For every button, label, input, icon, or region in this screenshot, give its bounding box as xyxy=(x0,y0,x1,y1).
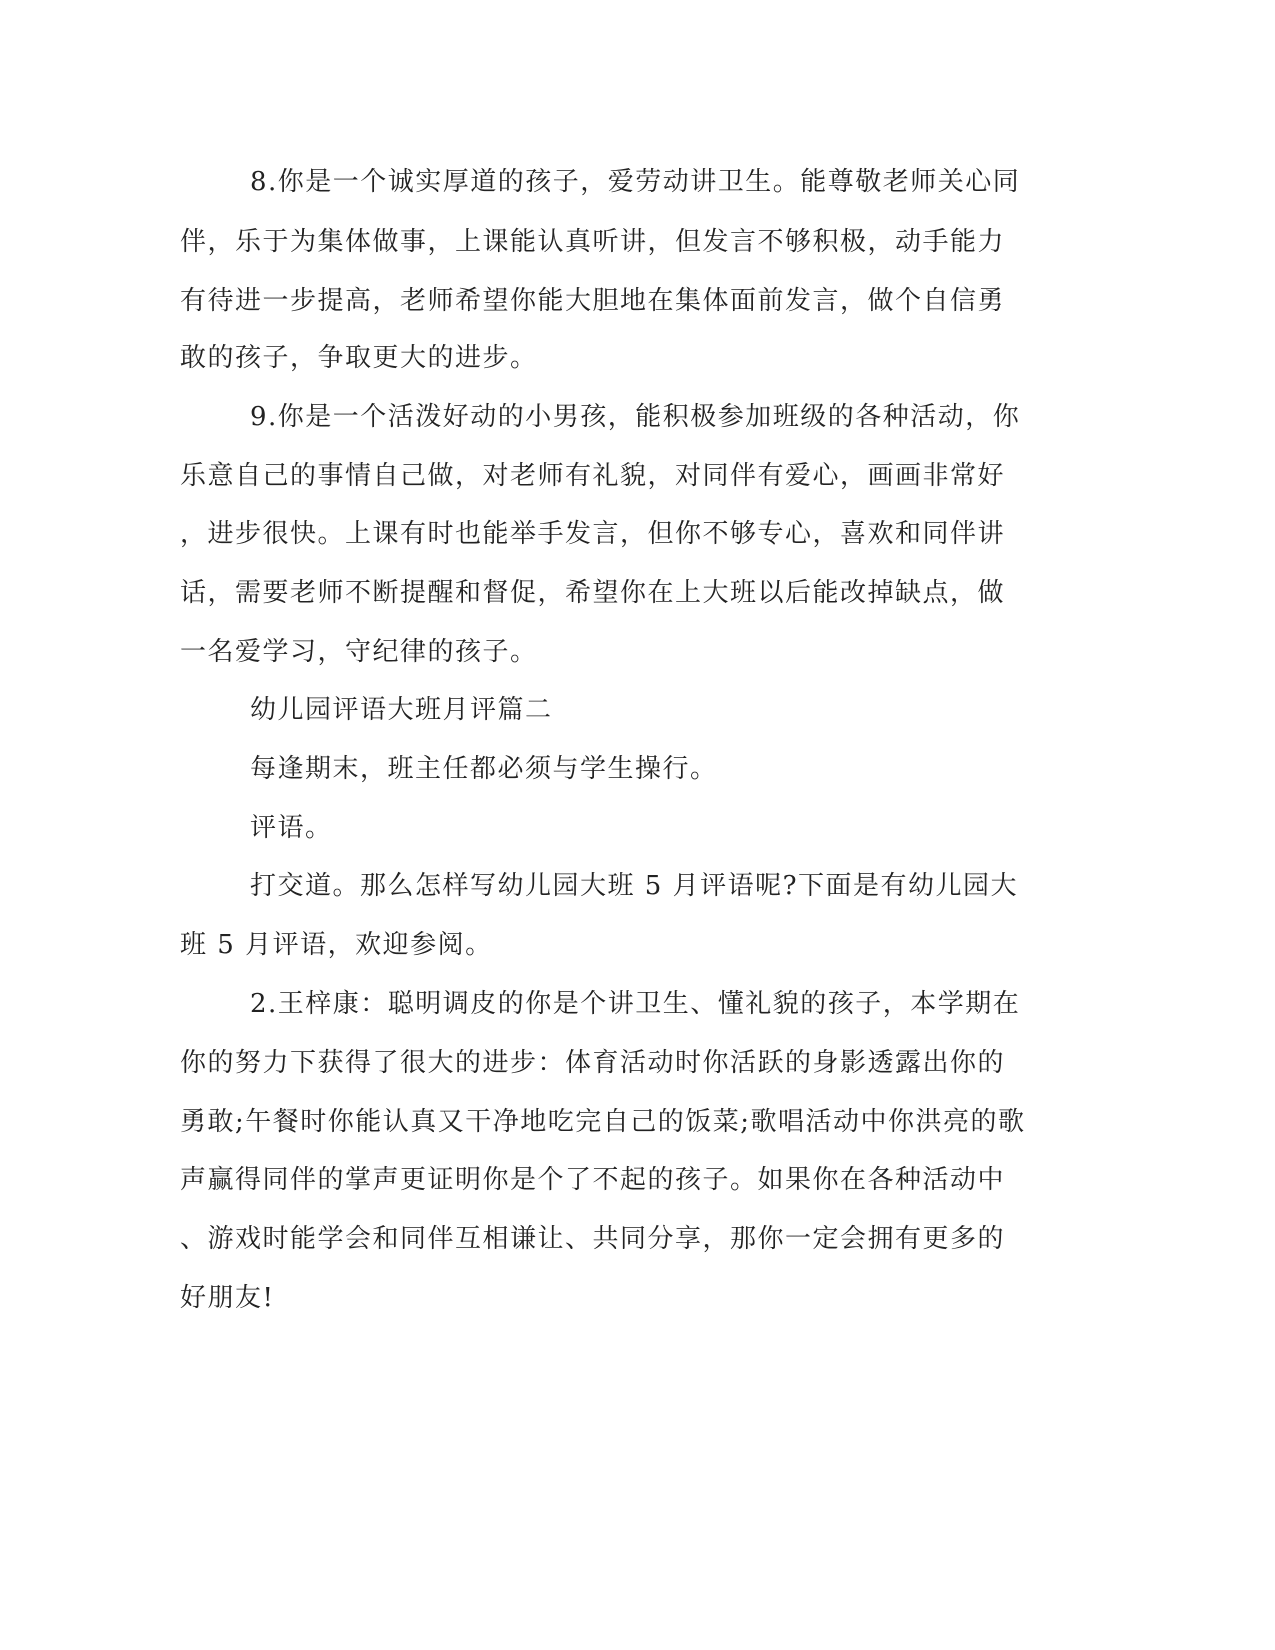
text-line: ，进步很快。上课有时也能举手发言，但你不够专心，喜欢和同伴讲 xyxy=(180,519,1006,549)
text-line: 话，需要老师不断提醒和督促，希望你在上大班以后能改掉缺点，做 xyxy=(180,578,1006,608)
text-line: 好朋友! xyxy=(180,1283,275,1313)
text-line: 打交道。那么怎样写幼儿园大班 5 月评语呢?下面是有幼儿园大 xyxy=(250,871,1019,901)
text-line: 班 5 月评语，欢迎参阅。 xyxy=(180,930,493,960)
text-line: 伴，乐于为集体做事，上课能认真听讲，但发言不够积极，动手能力 xyxy=(180,227,1006,257)
text-line: 评语。 xyxy=(250,813,333,843)
text-line: 2.王梓康：聪明调皮的你是个讲卫生、懂礼貌的孩子，本学期在 xyxy=(250,989,1021,1019)
text-line: 有待进一步提高，老师希望你能大胆地在集体面前发言，做个自信勇 xyxy=(180,286,1006,316)
text-line: 勇敢;午餐时你能认真又干净地吃完自己的饭菜;歌唱活动中你洪亮的歌 xyxy=(180,1107,1026,1137)
text-line: 你的努力下获得了很大的进步：体育活动时你活跃的身影透露出你的 xyxy=(180,1048,1006,1078)
text-line: 每逢期末，班主任都必须与学生操行。 xyxy=(250,754,718,784)
text-line: 8.你是一个诚实厚道的孩子，爱劳动讲卫生。能尊敬老师关心同 xyxy=(250,167,1021,197)
text-line: 敢的孩子，争取更大的进步。 xyxy=(180,343,538,373)
section-heading: 幼儿园评语大班月评篇二 xyxy=(250,695,553,725)
text-line: 一名爱学习，守纪律的孩子。 xyxy=(180,637,538,667)
text-line: 9.你是一个活泼好动的小男孩，能积极参加班级的各种活动，你 xyxy=(250,402,1021,432)
text-line: 声赢得同伴的掌声更证明你是个了不起的孩子。如果你在各种活动中 xyxy=(180,1165,1006,1195)
text-line: 乐意自己的事情自己做，对老师有礼貌，对同伴有爱心，画画非常好 xyxy=(180,461,1006,491)
text-line: 、游戏时能学会和同伴互相谦让、共同分享，那你一定会拥有更多的 xyxy=(180,1224,1006,1254)
